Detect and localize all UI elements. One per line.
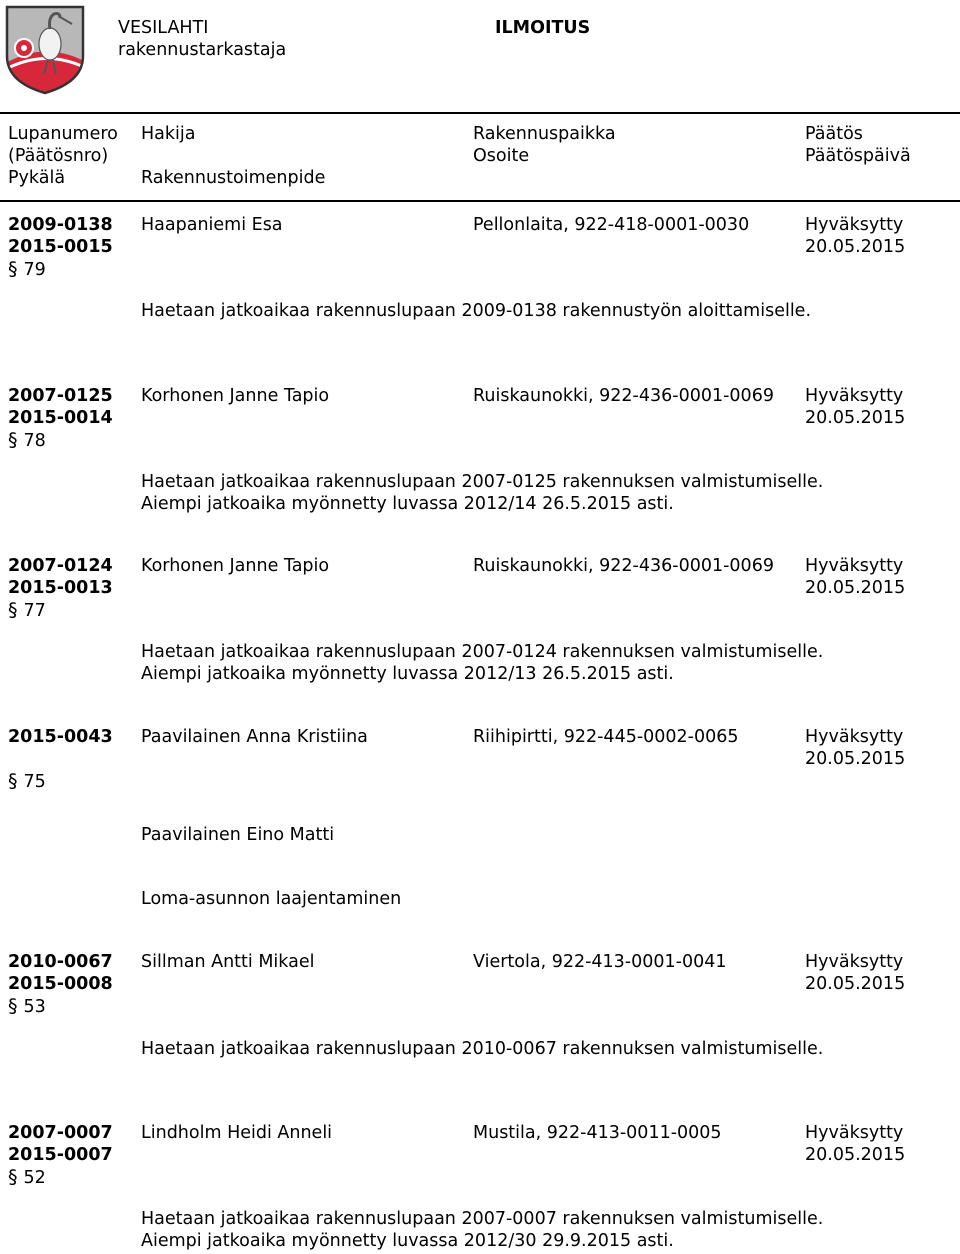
entry-paatos: Hyväksytty: [805, 1123, 904, 1143]
entry-hakija: Korhonen Janne Tapio: [141, 386, 330, 406]
entry-pykala: § 52: [8, 1166, 46, 1188]
entry-paatos: Hyväksytty: [805, 727, 904, 747]
entry-paatos: Hyväksytty: [805, 556, 904, 576]
entry-paatospaiva: 20.05.2015: [805, 578, 906, 598]
entry-paatospaiva: 20.05.2015: [805, 237, 906, 257]
entry-lupanumero: 2007-0125: [8, 386, 113, 406]
entry-pykala: § 79: [8, 258, 46, 280]
column-header-paatosnro: (Päätösnro): [8, 146, 109, 166]
entry-paatosnro: 2015-0008: [8, 974, 113, 994]
section-sign-icon: §: [8, 599, 18, 621]
entry-hakija: Sillman Antti Mikael: [141, 952, 315, 972]
section-sign-icon: §: [8, 258, 18, 280]
entry-pykala: § 75: [8, 770, 46, 792]
entry-description: Loma-asunnon laajentaminen: [141, 889, 402, 909]
entry-paatospaiva: 20.05.2015: [805, 408, 906, 428]
column-header-osoite: Osoite: [473, 146, 530, 166]
entry-rakennuspaikka: Ruiskaunokki, 922-436-0001-0069: [473, 386, 774, 406]
entry-description: Haetaan jatkoaikaa rakennuslupaan 2007-0124 rakennuksen valmistumiselle.: [141, 642, 824, 662]
column-header-paatos: Päätös: [805, 124, 863, 144]
entry-description: Aiempi jatkoaika myönnetty luvassa 2012/13 26.5.2015 asti.: [141, 664, 674, 684]
entry-hakija: Lindholm Heidi Anneli: [141, 1123, 333, 1143]
entry-description: Haetaan jatkoaikaa rakennuslupaan 2009-0138 rakennustyön aloittamiselle.: [141, 301, 812, 321]
entry-description: Haetaan jatkoaikaa rakennuslupaan 2007-0125 rakennuksen valmistumiselle.: [141, 472, 824, 492]
entry-lupanumero: 2010-0067: [8, 952, 113, 972]
entry-rakennuspaikka: Riihipirtti, 922-445-0002-0065: [473, 727, 739, 747]
section-sign-icon: §: [8, 995, 18, 1017]
entry-description: Aiempi jatkoaika myönnetty luvassa 2012/14 26.5.2015 asti.: [141, 494, 674, 514]
entry-paatos: Hyväksytty: [805, 386, 904, 406]
entry-description: Aiempi jatkoaika myönnetty luvassa 2012/30 29.9.2015 asti.: [141, 1231, 674, 1251]
entry-lupanumero: 2015-0043: [8, 727, 113, 747]
column-header-hakija: Hakija: [141, 124, 196, 144]
header-top-rule: [0, 112, 960, 114]
section-sign-icon: §: [8, 429, 18, 451]
entry-description: Haetaan jatkoaikaa rakennuslupaan 2007-0007 rakennuksen valmistumiselle.: [141, 1209, 824, 1229]
entry-paatosnro: 2015-0013: [8, 578, 113, 598]
entry-rakennuspaikka: Ruiskaunokki, 922-436-0001-0069: [473, 556, 774, 576]
entry-hakija: Korhonen Janne Tapio: [141, 556, 330, 576]
entry-paatos: Hyväksytty: [805, 215, 904, 235]
entry-description: Haetaan jatkoaikaa rakennuslupaan 2010-0067 rakennuksen valmistumiselle.: [141, 1039, 824, 1059]
entry-paatosnro: 2015-0015: [8, 237, 113, 257]
column-header-rakennustoimenpide: Rakennustoimenpide: [141, 168, 326, 188]
municipality-coat-of-arms-logo: [4, 4, 86, 96]
section-sign-icon: §: [8, 1166, 18, 1188]
entry-pykala: § 77: [8, 599, 46, 621]
entry-paatos: Hyväksytty: [805, 952, 904, 972]
column-header-pykala: Pykälä: [8, 168, 66, 188]
column-header-lupanumero: Lupanumero: [8, 124, 118, 144]
column-header-rakennuspaikka: Rakennuspaikka: [473, 124, 616, 144]
column-header-paatospaiva: Päätöspäivä: [805, 146, 911, 166]
entry-lupanumero: 2007-0124: [8, 556, 113, 576]
entry-rakennuspaikka: Pellonlaita, 922-418-0001-0030: [473, 215, 750, 235]
entry-paatosnro: 2015-0014: [8, 408, 113, 428]
entry-lupanumero: 2009-0138: [8, 215, 113, 235]
entry-hakija: Haapaniemi Esa: [141, 215, 283, 235]
section-sign-icon: §: [8, 770, 18, 792]
entry-rakennuspaikka: Mustila, 922-413-0011-0005: [473, 1123, 722, 1143]
entry-paatospaiva: 20.05.2015: [805, 974, 906, 994]
entry-pykala: § 53: [8, 995, 46, 1017]
entry-paatosnro: 2015-0007: [8, 1145, 113, 1165]
entry-hakija-secondary: Paavilainen Eino Matti: [141, 825, 335, 845]
header-bottom-rule: [0, 200, 960, 202]
organization-name: VESILAHTI: [118, 18, 209, 38]
entry-rakennuspaikka: Viertola, 922-413-0001-0041: [473, 952, 727, 972]
entry-paatospaiva: 20.05.2015: [805, 1145, 906, 1165]
entry-paatospaiva: 20.05.2015: [805, 749, 906, 769]
document-title: ILMOITUS: [495, 18, 591, 38]
entry-hakija: Paavilainen Anna Kristiina: [141, 727, 368, 747]
entry-lupanumero: 2007-0007: [8, 1123, 113, 1143]
entry-pykala: § 78: [8, 429, 46, 451]
author-role: rakennustarkastaja: [118, 40, 287, 60]
